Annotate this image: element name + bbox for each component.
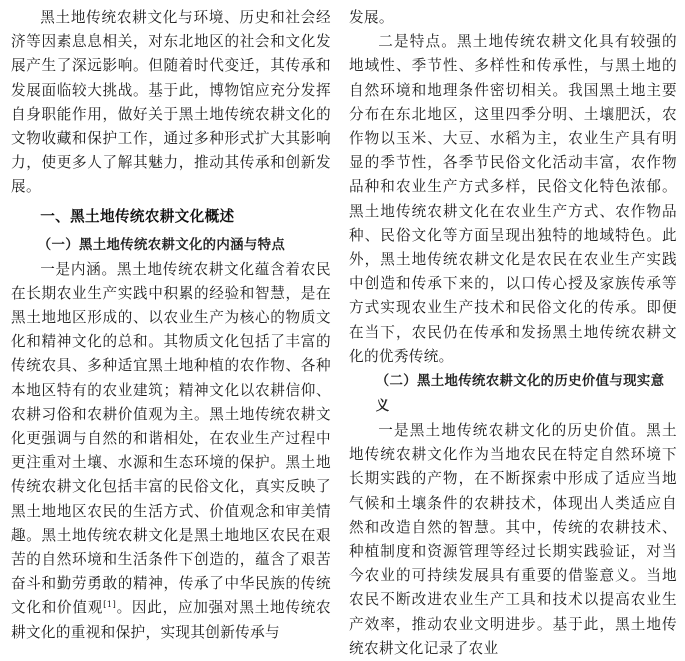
subsection-heading-value: （二）黑土地传统农耕文化的历史价值与现实意义 <box>375 374 665 415</box>
section-heading: 一、黑土地传统农耕文化概述 <box>40 207 235 225</box>
characteristics-paragraph: 二是特点。黑土地传统农耕文化具有较强的地域性、季节性、多样性和传承性，与黑土地的自然环境和地理条件密切相关。我国黑土地主要分布在东北地区，这里四季分明、土壤肥沃，农作物以玉米、大豆、水稻为主，农业生产具有明显的季节性，各季节民俗文化活动丰富，农作物品种和农业生产方式多样，民俗文化特色浓郁。黑土地传统农耕文化在农业生产方式、农作物品种、民俗文化等方面呈现出独特的地域特色。此外，黑土地传统农耕文化是农民在农业生产实践中创造和传承下来的，以口传心授及家族传承等方式实现农业生产技术和民俗文化的传承。即便在当下，农民仍在传承和发扬黑土地传统农耕文化的优秀传统。 <box>349 33 677 365</box>
connotation-text: 一是内涵。黑土地传统农耕文化蕴含着农民在长期农业生产实践中积累的经验和智慧，是在黑土地地区形成的、以农业生产为核心的物质文化和精神文化的总和。其物质文化包括了丰富的传统农具、多种适宜黑土地种植的农作物、各种本地区特有的农业建筑；精神文化以农耕信仰、农耕习俗和农耕价值观为主。黑土地传统农耕文化更强调与自然的和谐相处，在农业生产过程中更注重对土壤、水源和生态环境的保护。黑土地传统农耕文化包括丰富的民俗文化，真实反映了黑土地地区农民的生活方式、价值观念和审美情趣。黑土地传统农耕文化是黑土地地区农民在艰苦的自然环境和生活条件下创造的，蕴含了艰苦奋斗和勤劳勇敢的精神，传承了中华民族的传统文化和价值观 <box>11 260 331 617</box>
continuation-line: 发展。 <box>349 9 394 26</box>
connotation-text-continued: 。因此，应加强对黑土地传统农耕文化的重视和保护，实现其创新传承与 <box>11 599 331 641</box>
intro-paragraph: 黑土地传统农耕文化与环境、历史和社会经济等因素息息相关，对东北地区的社会和文化发展产生了深远影响。但随着时代变迁，其传承和发展面临较大挑战。基于此，博物馆应充分发挥自身职能作用，做好关于黑土地传统农耕文化的文物收藏和保护工作，通过多种形式扩大其影响力，使更多人了解其魅力，推动其传承和创新发展。 <box>11 9 331 196</box>
right-column <box>349 6 677 661</box>
historical-value-paragraph: 一是黑土地传统农耕文化的历史价值。黑土地传统农耕文化作为当地农民在特定自然环境下长期实践的产物，在不断探索中形成了适应当地气候和土壤条件的农耕技术，体现出人类适应自然和改造自然的智慧。其中，传统的农耕技术、种植制度和资源管理等经过长期实践验证，对当今农业的可持续发展具有重要的借鉴意义。当地农民不断改进农业生产工具和技术以提高农业生产效率，推动农业文明进步。基于此，黑土地传统农耕文化记录了农业 <box>349 422 677 657</box>
left-column <box>11 6 331 645</box>
citation-mark: [1] <box>103 600 117 611</box>
subsection-heading-connotation: （一）黑土地传统农耕文化的内涵与特点 <box>37 237 286 253</box>
connotation-paragraph <box>11 258 331 645</box>
